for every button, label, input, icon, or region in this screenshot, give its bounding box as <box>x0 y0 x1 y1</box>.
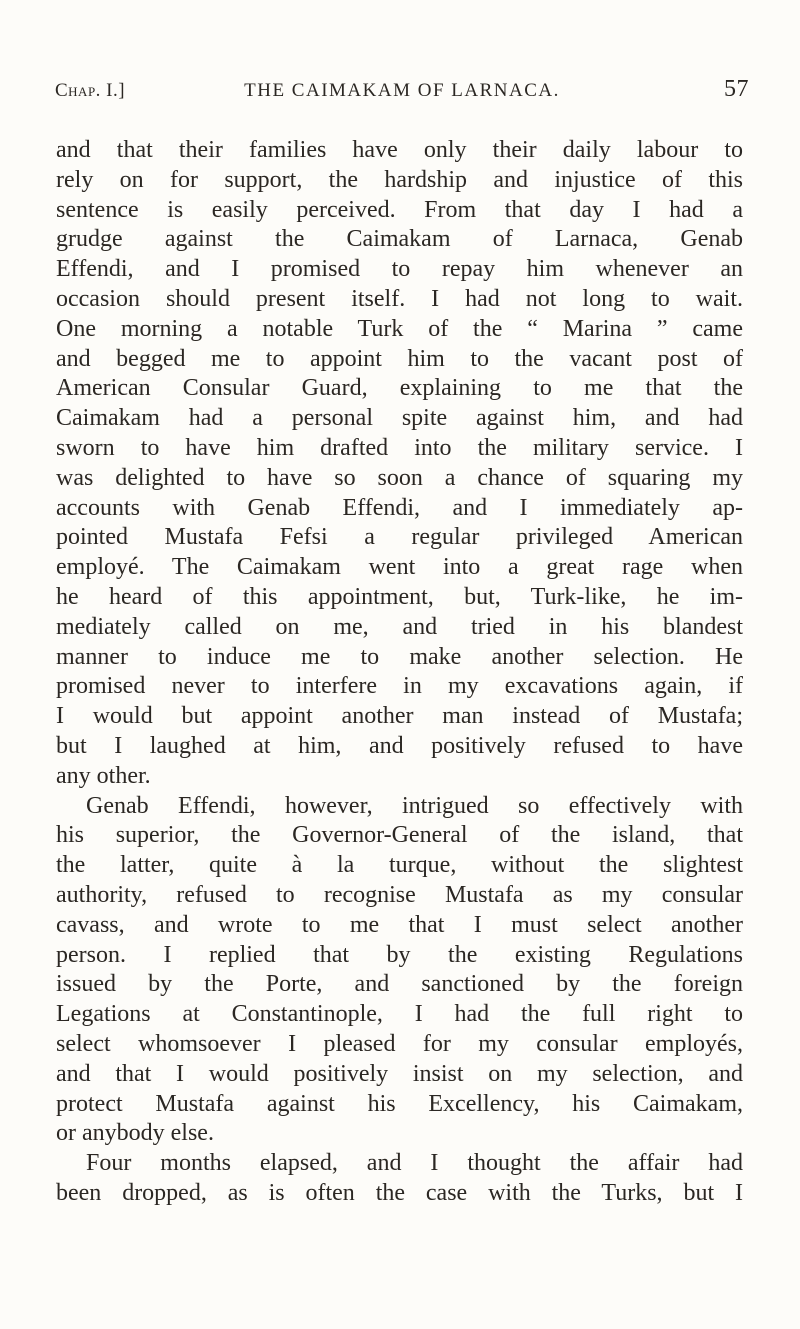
text-line: been dropped, as is often the case with the Turks, but I <box>56 1179 743 1206</box>
text-line: select whomsoever I pleased for my consular employés, <box>56 1030 743 1057</box>
text-line: sentence is easily perceived. From that day I had a <box>56 196 743 223</box>
text-line: manner to induce me to make another selection. He <box>56 643 743 670</box>
text-line: was delighted to have so soon a chance of squaring my <box>56 464 743 491</box>
text-line: mediately called on me, and tried in his blandest <box>56 613 743 640</box>
paragraph-start-line: Four months elapsed, and I thought the affair had <box>86 1150 743 1177</box>
text-line: the latter, quite à la turque, without the slightest <box>56 852 743 879</box>
text-line: he heard of this appointment, but, Turk-like, he im- <box>56 583 743 610</box>
text-line: and that their families have only their daily labour to <box>56 137 743 163</box>
running-head <box>55 76 749 108</box>
paragraph-end-line: any other. <box>56 762 151 789</box>
body-text <box>56 136 743 1209</box>
text-line: Caimakam had a personal spite against him, and had <box>56 405 743 432</box>
text-line: accounts with Genab Effendi, and I immediately ap- <box>56 494 743 521</box>
text-line: occasion should present itself. I had not long to wait. <box>56 285 743 312</box>
page-number: 57 <box>724 76 749 102</box>
text-line: and begged me to appoint him to the vacant post of <box>56 345 743 372</box>
chapter-reference: Chap. I.] <box>55 80 126 101</box>
text-line: I would but appoint another man instead of Mustafa; <box>56 703 743 730</box>
text-line: but I laughed at him, and positively refused to have <box>56 732 743 759</box>
text-line: One morning a notable Turk of the “ Marina ” came <box>56 315 743 342</box>
text-line: issued by the Porte, and sanctioned by the foreign <box>56 971 743 998</box>
text-line: his superior, the Governor-General of the island, that <box>56 822 743 849</box>
text-line: person. I replied that by the existing Regulations <box>56 941 743 968</box>
text-line: rely on for support, the hardship and injustice of this <box>56 166 743 193</box>
text-line: cavass, and wrote to me that I must select another <box>56 911 743 938</box>
text-line: American Consular Guard, explaining to me that the <box>56 375 743 402</box>
text-line: sworn to have him drafted into the military service. I <box>56 434 743 461</box>
paragraph-end-line: or anybody else. <box>56 1120 214 1147</box>
running-title: THE CAIMAKAM OF LARNACA. <box>244 80 560 101</box>
paragraph-start-line: Genab Effendi, however, intrigued so effectively with <box>86 792 743 819</box>
text-line: employé. The Caimakam went into a great rage when <box>56 554 743 581</box>
text-line: Legations at Constantinople, I had the full right to <box>56 1001 743 1028</box>
text-line: protect Mustafa against his Excellency, his Caimakam, <box>56 1090 743 1117</box>
text-line: pointed Mustafa Fefsi a regular privileged American <box>56 524 743 551</box>
text-line: grudge against the Caimakam of Larnaca, Genab <box>56 226 743 253</box>
text-line: authority, refused to recognise Mustafa as my consular <box>56 881 743 908</box>
text-line: promised never to interfere in my excavations again, if <box>56 673 743 700</box>
text-line: Effendi, and I promised to repay him whenever an <box>56 256 743 283</box>
text-line: and that I would positively insist on my selection, and <box>56 1060 743 1087</box>
